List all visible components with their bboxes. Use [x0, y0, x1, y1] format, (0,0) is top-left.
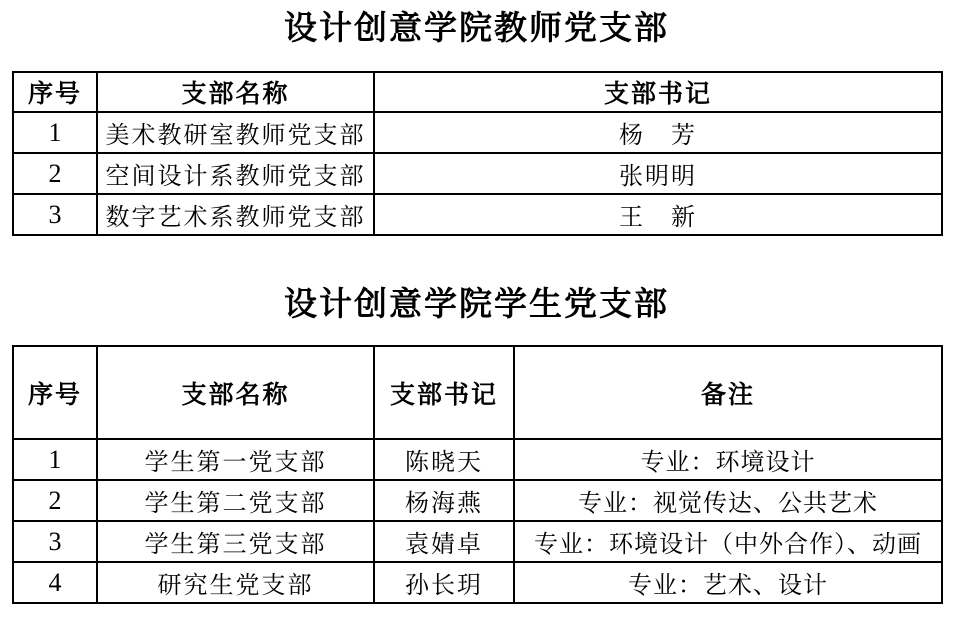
cell-branch-name: 学生第一党支部: [97, 439, 374, 480]
cell-remark: 专业：环境设计: [514, 439, 942, 480]
cell-branch-name: 数字艺术系教师党支部: [97, 194, 374, 235]
header-cell-branch-name: 支部名称: [97, 346, 374, 439]
cell-secretary: 王 新: [374, 194, 942, 235]
student-branch-title: 设计创意学院学生党支部: [284, 287, 669, 323]
table-row: [13, 480, 942, 521]
cell-remark: 专业：视觉传达、公共艺术: [514, 480, 942, 521]
cell-secretary: 杨 芳: [374, 112, 942, 153]
header-cell-number: 序号: [13, 346, 97, 439]
cell-secretary: 陈晓天: [374, 439, 514, 480]
student-branch-table: [12, 345, 943, 604]
cell-remark: 专业：艺术、设计: [514, 562, 942, 603]
cell-secretary: 张明明: [374, 153, 942, 194]
table-row: [13, 521, 942, 562]
teacher-table-header-row: [13, 72, 942, 112]
cell-branch-name: 研究生党支部: [97, 562, 374, 603]
cell-number: 1: [13, 112, 97, 153]
teacher-branch-title: 设计创意学院教师党支部: [284, 11, 669, 47]
cell-number: 3: [13, 521, 97, 562]
cell-number: 3: [13, 194, 97, 235]
cell-secretary: 袁婧卓: [374, 521, 514, 562]
cell-number: 1: [13, 439, 97, 480]
header-cell-secretary: 支部书记: [374, 72, 942, 112]
table-row: [13, 562, 942, 603]
cell-number: 2: [13, 153, 97, 194]
cell-secretary: 杨海燕: [374, 480, 514, 521]
table-row: [13, 194, 942, 235]
table-row: [13, 439, 942, 480]
teacher-branch-table: [12, 71, 943, 236]
cell-number: 4: [13, 562, 97, 603]
cell-branch-name: 空间设计系教师党支部: [97, 153, 374, 194]
header-cell-branch-name: 支部名称: [97, 72, 374, 112]
cell-remark: 专业：环境设计（中外合作）、动画: [514, 521, 942, 562]
cell-branch-name: 学生第二党支部: [97, 480, 374, 521]
header-cell-number: 序号: [13, 72, 97, 112]
cell-number: 2: [13, 480, 97, 521]
header-cell-secretary: 支部书记: [374, 346, 514, 439]
table-row: [13, 153, 942, 194]
cell-secretary: 孙长玥: [374, 562, 514, 603]
header-cell-remark: 备注: [514, 346, 942, 439]
student-table-header-row: [13, 346, 942, 439]
table-row: [13, 112, 942, 153]
cell-branch-name: 美术教研室教师党支部: [97, 112, 374, 153]
cell-branch-name: 学生第三党支部: [97, 521, 374, 562]
